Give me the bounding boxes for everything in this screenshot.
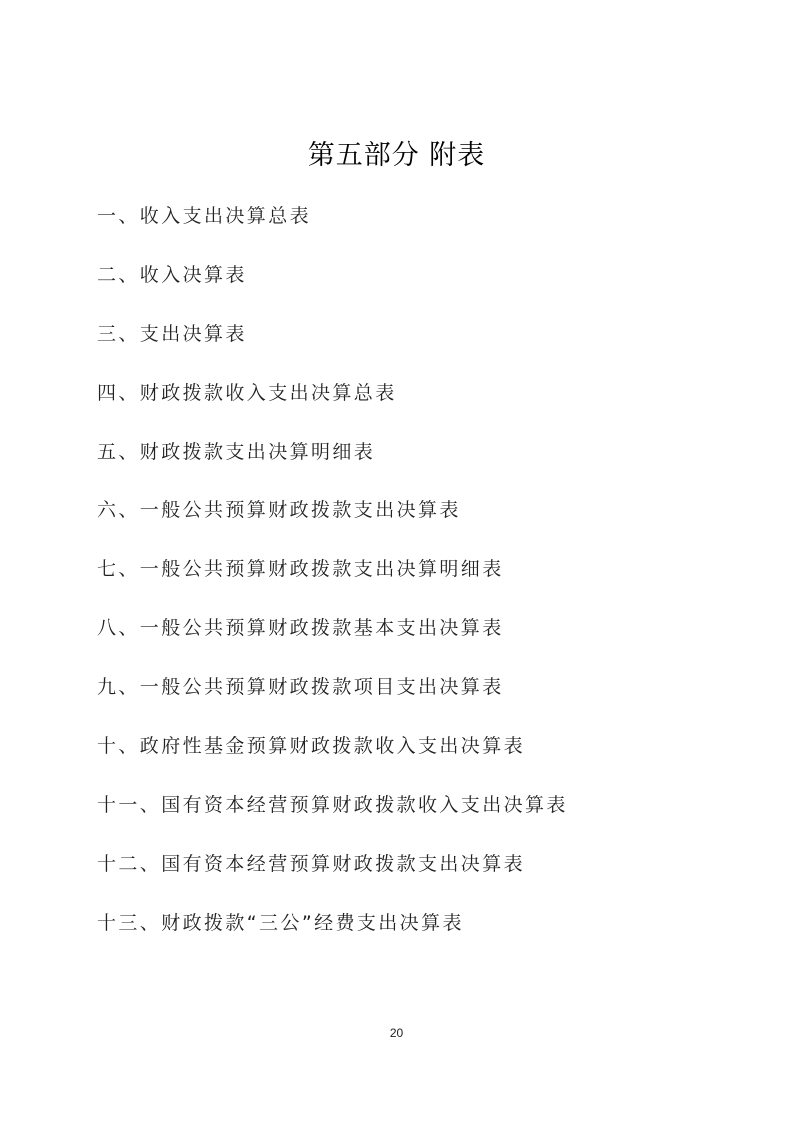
list-item-8: 八、一般公共预算财政拨款基本支出决算表 xyxy=(97,617,504,640)
list-item-1: 一、收入支出决算总表 xyxy=(97,205,312,227)
page-number: 20 xyxy=(389,1026,404,1040)
page-title: 第五部分 附表 xyxy=(307,140,486,171)
list-item-3: 三、支出决算表 xyxy=(97,322,247,345)
list-item-2: 二、收入决算表 xyxy=(97,263,247,286)
list-item-5: 五、财政拨款支出决算明细表 xyxy=(97,440,376,463)
list-item-4: 四、财政拨款收入支出决算总表 xyxy=(97,381,397,404)
list-item-13: 十三、财政拨款“三公”经费支出决算表 xyxy=(97,911,464,934)
appendix-table-list xyxy=(97,196,568,962)
list-item-6: 六、一般公共预算财政拨款支出决算表 xyxy=(97,499,461,522)
list-item-12: 十二、国有资本经营预算财政拨款支出决算表 xyxy=(97,852,526,875)
list-item-7: 七、一般公共预算财政拨款支出决算明细表 xyxy=(97,558,504,581)
list-item-11: 十一、国有资本经营预算财政拨款收入支出决算表 xyxy=(97,793,568,816)
list-item-9: 九、一般公共预算财政拨款项目支出决算表 xyxy=(97,676,504,699)
list-item-10: 十、政府性基金预算财政拨款收入支出决算表 xyxy=(97,735,526,758)
